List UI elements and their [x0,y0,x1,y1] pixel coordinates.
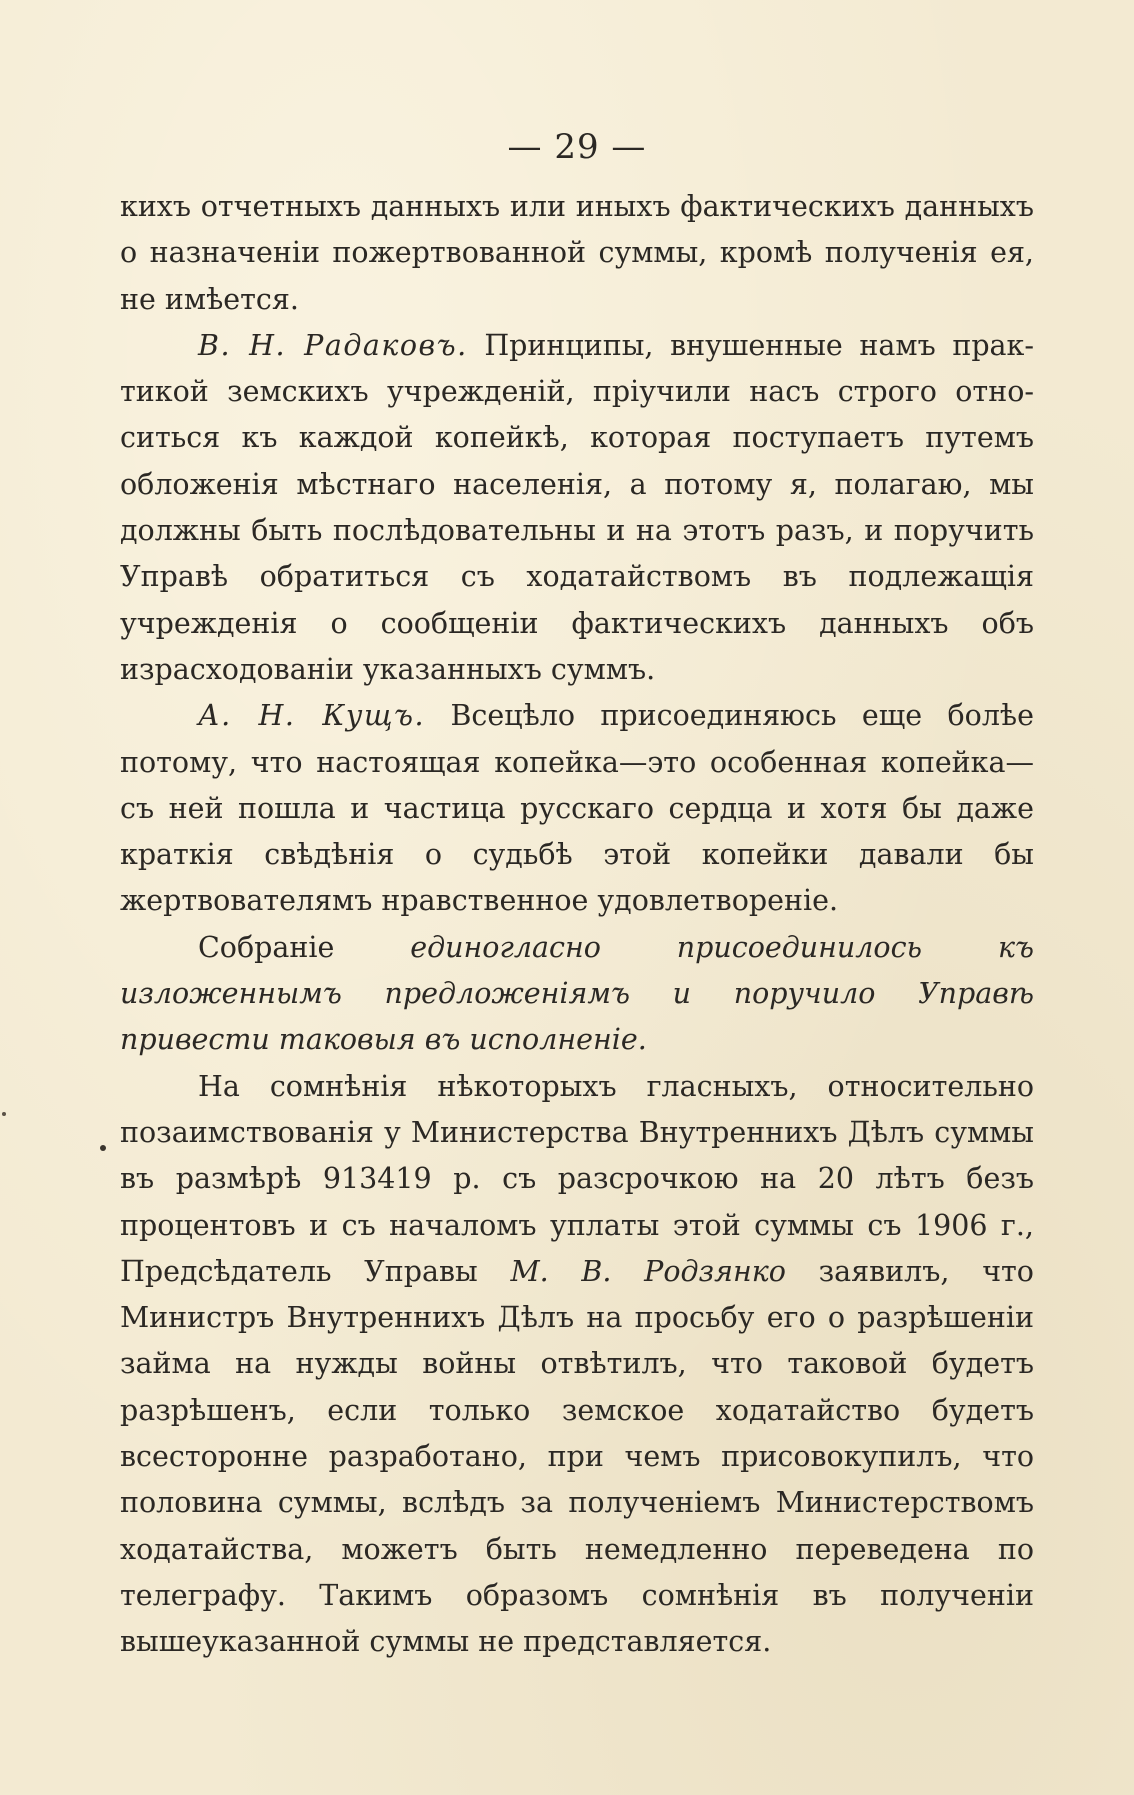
paragraph-kushch [120,693,1034,924]
margin-dot [100,1145,106,1151]
chairman-name: М. В. Родзянко [510,1254,786,1288]
paragraph-text-end: заявилъ, что Министръ Внутреннихъ Дѣлъ на просьбу его о разрѣшенiи займа на нужды войны отвѣтилъ, что таковой будетъ разрѣшенъ, если только земское ходатайство будетъ всесторонне разработано, при чемъ присовокупилъ, что половина суммы, вслѣдъ за полученiемъ Министерствомъ ходатайства, можетъ быть немедленно переведена по телеграфу. Такимъ образомъ сомнѣнiя въ полученiи вышеуказанной суммы не представляется. [120,1254,1034,1659]
paragraph-text: Принципы, внушенные намъ практикой земскихъ учрежденiй, прiучили насъ строго относиться къ каждой копейкѣ, которая поступаетъ путемъ обложенiя мѣстнаго населенiя, а потому я, полагаю, мы должны быть послѣдовательны и на этотъ разъ, и поручить Управѣ обратиться съ ходатайствомъ въ подлежащiя учрежденiя о сообщенiи фактическихъ данныхъ объ израсходованiи указанныхъ суммъ. [120,328,1035,686]
resolution-lead: Собранiе [198,930,335,964]
paragraph-text: Всецѣло присоединяюсь еще болѣе потому, что настоящая копейка—это особенная копейка—съ ней пошла и частица русскаго сердца и хотя бы даже краткiя свѣдѣнiя о судьбѣ этой копейки давали бы жертвователямъ нравственное удовлетворенiе. [120,699,1034,918]
paragraph-text-start: На сомнѣнiя нѣкоторыхъ гласныхъ, относительно позаимствованiя у Министерства Внутреннихъ Дѣлъ суммы въ размѣрѣ 913419 р. съ разсрочкою на 20 лѣтъ безъ процентовъ и съ началомъ уплаты этой суммы съ 1906 г., Предсѣдатель Управы [120,1069,1034,1288]
page-number: — 29 — [507,127,647,167]
speaker-name: В. Н. Радаковъ. [198,328,468,362]
paragraph-text: кихъ отчетныхъ данныхъ или иныхъ фактическихъ данныхъ о назначенiи пожертвованной суммы, кромѣ полученiя ея, не имѣется. [120,190,1034,316]
resolution-text: единогласно присоединилось къ изложеннымъ предложенiямъ и поручило Управѣ привести таковыя въ исполненiе. [120,930,1034,1057]
document-page [120,122,1034,1762]
paragraph-radakov [120,323,1034,693]
speaker-name: А. Н. Кущъ. [198,699,426,733]
paragraph-loan [120,1064,1034,1666]
paragraph-resolution [120,925,1034,1064]
edge-speck [2,1112,6,1116]
paragraph-continuation [120,184,1034,323]
